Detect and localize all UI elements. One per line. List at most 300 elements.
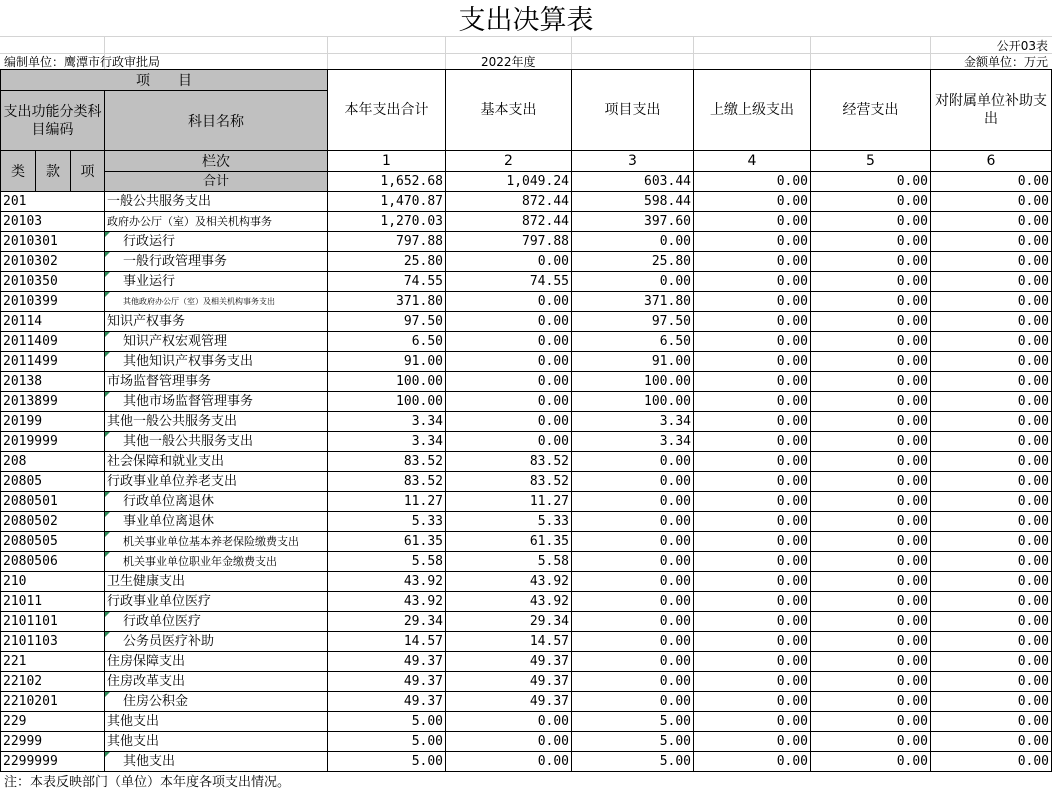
amount-cell: 5.33 <box>446 512 572 532</box>
amount-cell: 0.00 <box>811 732 931 752</box>
amount-cell: 598.44 <box>572 192 694 212</box>
amount-cell: 371.80 <box>328 292 446 312</box>
amount-cell: 49.37 <box>328 692 446 712</box>
amount-cell: 0.00 <box>572 512 694 532</box>
amount-cell: 49.37 <box>328 652 446 672</box>
amount-cell: 0.00 <box>931 752 1052 772</box>
amount-cell: 0.00 <box>811 332 931 352</box>
amount-cell: 872.44 <box>446 192 572 212</box>
amount-cell: 0.00 <box>694 752 811 772</box>
amount-cell: 0.00 <box>694 332 811 352</box>
subject-name-cell <box>105 232 328 252</box>
subject-name-cell <box>105 272 328 292</box>
subject-name-cell <box>105 652 328 672</box>
amount-cell: 43.92 <box>446 572 572 592</box>
func-code-cell: 2010350 <box>1 272 105 292</box>
func-code-cell: 20103 <box>1 212 105 232</box>
amount-cell: 0.00 <box>572 492 694 512</box>
amount-cell: 0.00 <box>931 592 1052 612</box>
amount-cell: 43.92 <box>328 592 446 612</box>
amount-cell: 100.00 <box>572 392 694 412</box>
amount-cell: 0.00 <box>694 512 811 532</box>
subject-name-text: 机关事业单位职业年金缴费支出 <box>123 555 277 568</box>
table-row <box>1 372 1052 392</box>
amount-cell: 0.00 <box>931 552 1052 572</box>
amount-cell: 0.00 <box>694 212 811 232</box>
subject-name-cell <box>105 392 328 412</box>
amount-cell: 397.60 <box>572 212 694 232</box>
amount-cell: 5.58 <box>328 552 446 572</box>
amount-cell: 0.00 <box>694 192 811 212</box>
subject-name-cell <box>105 492 328 512</box>
subject-name-text: 其他支出 <box>107 734 160 749</box>
cell-marker-icon <box>105 552 110 557</box>
amount-cell: 0.00 <box>446 752 572 772</box>
table-row <box>1 672 1052 692</box>
amount-cell: 0.00 <box>694 372 811 392</box>
amount-cell: 0.00 <box>572 612 694 632</box>
amount-cell: 0.00 <box>694 232 811 252</box>
amount-cell: 0.00 <box>811 452 931 472</box>
amount-cell: 0.00 <box>694 552 811 572</box>
amount-cell: 0.00 <box>811 752 931 772</box>
subject-name-cell <box>105 292 328 312</box>
subject-name-cell <box>105 452 328 472</box>
amount-cell: 0.00 <box>694 392 811 412</box>
amount-cell: 6.50 <box>572 332 694 352</box>
func-code-cell: 2019999 <box>1 432 105 452</box>
table-row <box>1 752 1052 772</box>
amount-cell: 0.00 <box>811 212 931 232</box>
amount-cell: 0.00 <box>931 712 1052 732</box>
amount-cell: 0.00 <box>694 652 811 672</box>
func-code-cell: 201 <box>1 192 105 212</box>
subject-name-cell <box>105 192 328 212</box>
cell-marker-icon <box>105 252 110 257</box>
subject-name-cell <box>105 512 328 532</box>
cell-marker-icon <box>105 432 110 437</box>
amount-cell: 0.00 <box>931 472 1052 492</box>
amount-cell: 0.00 <box>931 332 1052 352</box>
cell-marker-icon <box>105 612 110 617</box>
total-cell: 0.00 <box>931 172 1052 192</box>
amount-cell: 0.00 <box>694 712 811 732</box>
func-code-cell: 22102 <box>1 672 105 692</box>
subject-name-text: 市场监督管理事务 <box>107 374 212 389</box>
subject-name-text: 卫生健康支出 <box>107 574 186 589</box>
col-header: 上缴上级支出 <box>694 70 811 151</box>
amount-cell: 49.37 <box>446 652 572 672</box>
xiang-header: 项 <box>71 151 105 192</box>
subject-name-text: 其他支出 <box>107 714 160 729</box>
amount-cell: 0.00 <box>811 252 931 272</box>
amount-cell: 5.00 <box>572 732 694 752</box>
total-cell: 1,652.68 <box>328 172 446 192</box>
amount-cell: 0.00 <box>694 312 811 332</box>
amount-cell: 3.34 <box>572 432 694 452</box>
cell-marker-icon <box>105 532 110 537</box>
amount-cell: 0.00 <box>931 632 1052 652</box>
table-row <box>1 352 1052 372</box>
subject-name-cell <box>105 732 328 752</box>
footnote: 注：本表反映部门（单位）本年度各项支出情况。 <box>4 775 291 790</box>
amount-cell: 0.00 <box>811 312 931 332</box>
amount-cell: 0.00 <box>931 192 1052 212</box>
amount-cell: 0.00 <box>931 392 1052 412</box>
col-header: 经营支出 <box>811 70 931 151</box>
amount-cell: 49.37 <box>328 672 446 692</box>
amount-cell: 3.34 <box>328 432 446 452</box>
col-header: 本年支出合计 <box>328 70 446 151</box>
subject-name-cell <box>105 472 328 492</box>
subject-name-text: 机关事业单位基本养老保险缴费支出 <box>123 535 299 548</box>
amount-cell: 0.00 <box>931 652 1052 672</box>
org-unit: 编制单位：鹰潭市行政审批局 <box>4 55 161 69</box>
col-number: 1 <box>328 151 446 172</box>
amount-cell: 3.34 <box>328 412 446 432</box>
func-code-cell: 2101101 <box>1 612 105 632</box>
func-code-cell: 2101103 <box>1 632 105 652</box>
amount-cell: 0.00 <box>811 472 931 492</box>
subject-name-cell <box>105 672 328 692</box>
subject-name-text: 行政运行 <box>123 234 176 249</box>
subject-name-cell <box>105 592 328 612</box>
subject-name-text: 住房改革支出 <box>107 674 186 689</box>
func-code-cell: 2080502 <box>1 512 105 532</box>
amount-cell: 97.50 <box>572 312 694 332</box>
subject-name-cell <box>105 212 328 232</box>
table-row <box>1 312 1052 332</box>
amount-cell: 0.00 <box>694 472 811 492</box>
table-row <box>1 292 1052 312</box>
amount-cell: 0.00 <box>694 492 811 512</box>
func-code-cell: 2010399 <box>1 292 105 312</box>
amount-cell: 0.00 <box>931 572 1052 592</box>
func-code-cell: 208 <box>1 452 105 472</box>
amount-cell: 29.34 <box>446 612 572 632</box>
amount-cell: 0.00 <box>694 532 811 552</box>
func-code-cell: 210 <box>1 572 105 592</box>
func-code-cell: 221 <box>1 652 105 672</box>
amount-cell: 1,270.03 <box>328 212 446 232</box>
amount-cell: 0.00 <box>811 552 931 572</box>
currency-unit: 金额单位：万元 <box>963 55 1048 69</box>
amount-cell: 5.00 <box>328 732 446 752</box>
amount-cell: 0.00 <box>446 412 572 432</box>
amount-cell: 0.00 <box>446 432 572 452</box>
subject-name-text: 一般行政管理事务 <box>123 254 228 269</box>
amount-cell: 0.00 <box>572 452 694 472</box>
func-code-cell: 2080505 <box>1 532 105 552</box>
func-code-cell: 2011499 <box>1 352 105 372</box>
func-code-cell: 2080501 <box>1 492 105 512</box>
table-row <box>1 632 1052 652</box>
amount-cell: 0.00 <box>811 232 931 252</box>
amount-cell: 0.00 <box>446 292 572 312</box>
subject-name-text: 其他市场监督管理事务 <box>123 394 254 409</box>
subject-name-cell <box>105 332 328 352</box>
amount-cell: 0.00 <box>694 412 811 432</box>
amount-cell: 0.00 <box>931 292 1052 312</box>
amount-cell: 1,470.87 <box>328 192 446 212</box>
cell-marker-icon <box>105 512 110 517</box>
subject-name-cell <box>105 712 328 732</box>
kuan-header: 款 <box>36 151 71 192</box>
total-cell: 1,049.24 <box>446 172 572 192</box>
amount-cell: 0.00 <box>811 392 931 412</box>
amount-cell: 0.00 <box>811 532 931 552</box>
func-code-cell: 2013899 <box>1 392 105 412</box>
subject-name-text: 行政单位医疗 <box>123 614 202 629</box>
table-row <box>1 532 1052 552</box>
gridline <box>445 36 446 69</box>
subject-name-text: 行政事业单位养老支出 <box>107 474 238 489</box>
table-row <box>1 392 1052 412</box>
amount-cell: 0.00 <box>811 192 931 212</box>
table-row <box>1 432 1052 452</box>
amount-cell: 6.50 <box>328 332 446 352</box>
amount-cell: 0.00 <box>931 252 1052 272</box>
cell-marker-icon <box>105 232 110 237</box>
subject-name-text: 住房保障支出 <box>107 654 186 669</box>
amount-cell: 91.00 <box>328 352 446 372</box>
func-code-cell: 20199 <box>1 412 105 432</box>
cell-marker-icon <box>105 692 110 697</box>
amount-cell: 43.92 <box>328 572 446 592</box>
amount-cell: 11.27 <box>446 492 572 512</box>
amount-cell: 3.34 <box>572 412 694 432</box>
amount-cell: 0.00 <box>811 292 931 312</box>
amount-cell: 0.00 <box>572 232 694 252</box>
amount-cell: 97.50 <box>328 312 446 332</box>
gridline <box>0 53 1052 54</box>
cell-marker-icon <box>105 632 110 637</box>
subject-name-text: 其他知识产权事务支出 <box>123 354 254 369</box>
amount-cell: 0.00 <box>931 492 1052 512</box>
amount-cell: 61.35 <box>446 532 572 552</box>
amount-cell: 0.00 <box>572 272 694 292</box>
amount-cell: 0.00 <box>572 692 694 712</box>
amount-cell: 0.00 <box>694 572 811 592</box>
subject-name-cell <box>105 612 328 632</box>
amount-cell: 0.00 <box>694 632 811 652</box>
amount-cell: 83.52 <box>446 452 572 472</box>
subject-name-text: 政府办公厅（室）及相关机构事务 <box>107 215 272 228</box>
func-code-cell: 2299999 <box>1 752 105 772</box>
amount-cell: 0.00 <box>694 452 811 472</box>
amount-cell: 83.52 <box>446 472 572 492</box>
subject-name-cell <box>105 412 328 432</box>
subject-name-cell <box>105 632 328 652</box>
amount-cell: 61.35 <box>328 532 446 552</box>
total-cell: 0.00 <box>694 172 811 192</box>
table-row <box>1 232 1052 252</box>
amount-cell: 0.00 <box>694 672 811 692</box>
amount-cell: 49.37 <box>446 692 572 712</box>
subject-name-text: 事业运行 <box>123 274 176 289</box>
subject-name-text: 事业单位离退休 <box>123 514 215 529</box>
subject-name-cell <box>105 692 328 712</box>
lanci-label: 栏次 <box>105 151 328 172</box>
amount-cell: 0.00 <box>694 692 811 712</box>
func-code-cell: 2210201 <box>1 692 105 712</box>
amount-cell: 0.00 <box>931 512 1052 532</box>
expenditure-table <box>0 69 1052 772</box>
col-header: 基本支出 <box>446 70 572 151</box>
gridline <box>571 36 572 69</box>
amount-cell: 0.00 <box>931 372 1052 392</box>
cell-marker-icon <box>105 332 110 337</box>
col-number: 6 <box>931 151 1052 172</box>
amount-cell: 0.00 <box>931 532 1052 552</box>
amount-cell: 0.00 <box>811 512 931 532</box>
gridline <box>930 36 931 69</box>
amount-cell: 0.00 <box>811 352 931 372</box>
cell-marker-icon <box>105 752 110 757</box>
table-row <box>1 332 1052 352</box>
amount-cell: 5.00 <box>328 712 446 732</box>
amount-cell: 0.00 <box>931 672 1052 692</box>
amount-cell: 0.00 <box>694 352 811 372</box>
amount-cell: 0.00 <box>811 432 931 452</box>
lei-header: 类 <box>1 151 36 192</box>
cell-marker-icon <box>105 392 110 397</box>
amount-cell: 0.00 <box>572 532 694 552</box>
amount-cell: 5.00 <box>572 752 694 772</box>
amount-cell: 0.00 <box>811 412 931 432</box>
table-row <box>1 212 1052 232</box>
col-number: 4 <box>694 151 811 172</box>
cell-marker-icon <box>105 272 110 277</box>
amount-cell: 5.00 <box>328 752 446 772</box>
amount-cell: 0.00 <box>931 612 1052 632</box>
cell-marker-icon <box>105 292 110 297</box>
subject-name-header: 科目名称 <box>105 91 328 151</box>
subject-name-cell <box>105 312 328 332</box>
amount-cell: 0.00 <box>446 732 572 752</box>
gridline <box>810 36 811 69</box>
subject-name-text: 行政事业单位医疗 <box>107 594 212 609</box>
table-row <box>1 552 1052 572</box>
amount-cell: 0.00 <box>931 352 1052 372</box>
func-code-cell: 229 <box>1 712 105 732</box>
func-code-cell: 2010301 <box>1 232 105 252</box>
table-row <box>1 692 1052 712</box>
amount-cell: 0.00 <box>811 572 931 592</box>
amount-cell: 0.00 <box>811 372 931 392</box>
subject-name-cell <box>105 752 328 772</box>
func-code-cell: 20138 <box>1 372 105 392</box>
table-row <box>1 412 1052 432</box>
subject-name-cell <box>105 552 328 572</box>
gridline <box>327 36 328 69</box>
amount-cell: 872.44 <box>446 212 572 232</box>
table-row <box>1 272 1052 292</box>
amount-cell: 371.80 <box>572 292 694 312</box>
amount-cell: 74.55 <box>328 272 446 292</box>
report-year: 2022年度 <box>481 55 536 69</box>
amount-cell: 43.92 <box>446 592 572 612</box>
amount-cell: 0.00 <box>811 612 931 632</box>
total-label: 合计 <box>105 172 328 192</box>
func-code-cell: 21011 <box>1 592 105 612</box>
func-code-header: 支出功能分类科目编码 <box>1 91 105 151</box>
amount-cell: 0.00 <box>446 712 572 732</box>
amount-cell: 0.00 <box>811 692 931 712</box>
amount-cell: 29.34 <box>328 612 446 632</box>
func-code-cell: 2080506 <box>1 552 105 572</box>
cell-marker-icon <box>105 492 110 497</box>
table-row <box>1 452 1052 472</box>
page-title: 支出决算表 <box>458 5 594 36</box>
amount-cell: 100.00 <box>328 372 446 392</box>
amount-cell: 0.00 <box>811 272 931 292</box>
amount-cell: 0.00 <box>694 612 811 632</box>
amount-cell: 100.00 <box>572 372 694 392</box>
gridline <box>693 36 694 69</box>
col-header: 项目支出 <box>572 70 694 151</box>
table-row <box>1 512 1052 532</box>
subject-name-cell <box>105 572 328 592</box>
amount-cell: 0.00 <box>572 552 694 572</box>
table-row <box>1 252 1052 272</box>
amount-cell: 0.00 <box>446 312 572 332</box>
amount-cell: 0.00 <box>931 412 1052 432</box>
amount-cell: 0.00 <box>811 592 931 612</box>
func-code-cell: 2010302 <box>1 252 105 272</box>
amount-cell: 797.88 <box>446 232 572 252</box>
amount-cell: 0.00 <box>694 732 811 752</box>
amount-cell: 0.00 <box>446 352 572 372</box>
col-number: 2 <box>446 151 572 172</box>
cell-marker-icon <box>105 352 110 357</box>
table-row <box>1 192 1052 212</box>
subject-name-text: 其他一般公共服务支出 <box>107 414 238 429</box>
func-code-cell: 20805 <box>1 472 105 492</box>
table-row <box>1 732 1052 752</box>
subject-name-text: 行政单位离退休 <box>123 494 215 509</box>
amount-cell: 5.00 <box>572 712 694 732</box>
subject-name-text: 社会保障和就业支出 <box>107 454 225 469</box>
subject-name-cell <box>105 432 328 452</box>
amount-cell: 0.00 <box>694 592 811 612</box>
amount-cell: 5.33 <box>328 512 446 532</box>
amount-cell: 0.00 <box>572 472 694 492</box>
amount-cell: 0.00 <box>931 732 1052 752</box>
table-row <box>1 492 1052 512</box>
amount-cell: 0.00 <box>572 652 694 672</box>
amount-cell: 83.52 <box>328 452 446 472</box>
form-code: 公开03表 <box>996 39 1048 53</box>
amount-cell: 74.55 <box>446 272 572 292</box>
amount-cell: 0.00 <box>446 332 572 352</box>
col-number: 5 <box>811 151 931 172</box>
amount-cell: 14.57 <box>328 632 446 652</box>
func-code-cell: 20114 <box>1 312 105 332</box>
amount-cell: 0.00 <box>931 232 1052 252</box>
amount-cell: 0.00 <box>694 252 811 272</box>
amount-cell: 0.00 <box>572 572 694 592</box>
amount-cell: 0.00 <box>811 712 931 732</box>
table-row <box>1 592 1052 612</box>
func-code-cell: 22999 <box>1 732 105 752</box>
amount-cell: 0.00 <box>694 432 811 452</box>
table-row <box>1 572 1052 592</box>
amount-cell: 49.37 <box>446 672 572 692</box>
amount-cell: 0.00 <box>811 672 931 692</box>
amount-cell: 0.00 <box>931 312 1052 332</box>
total-cell: 603.44 <box>572 172 694 192</box>
